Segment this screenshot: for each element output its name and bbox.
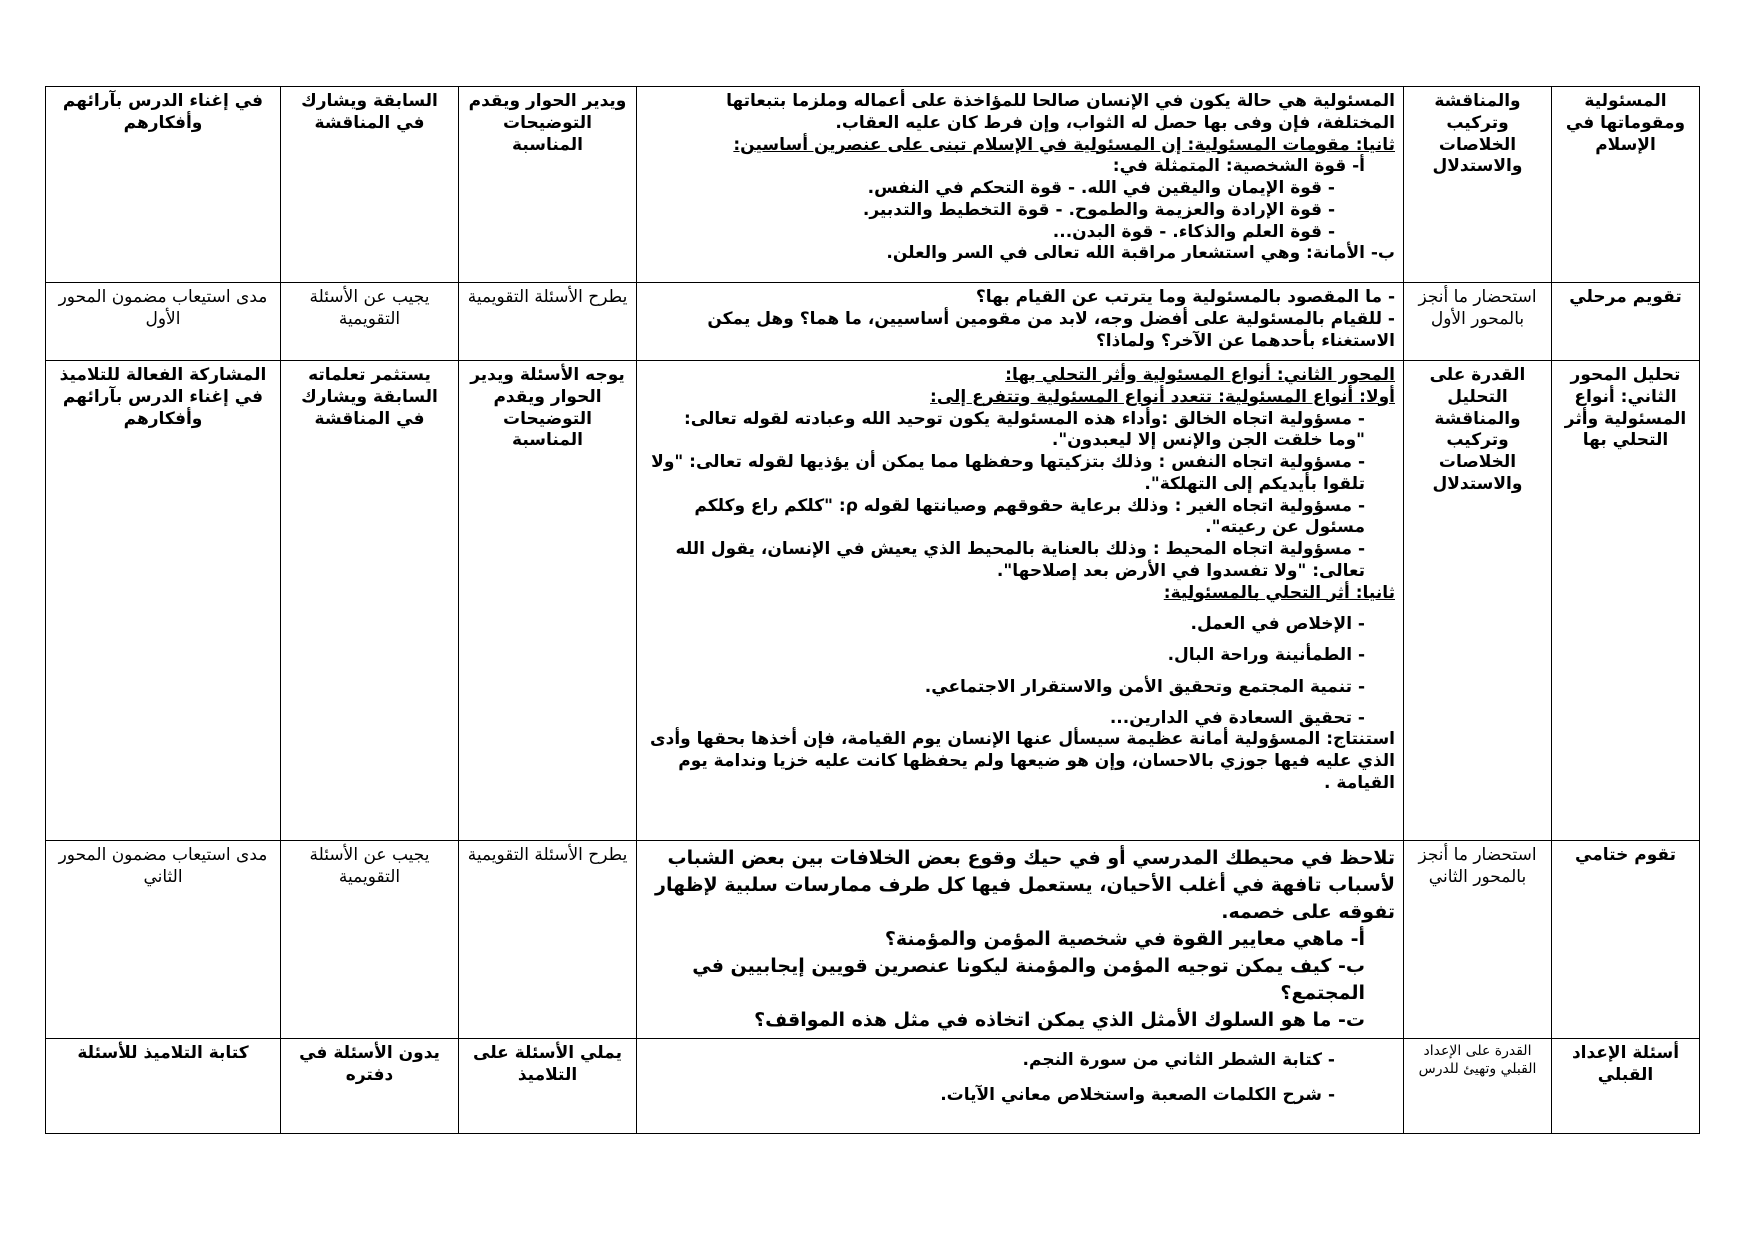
content-line: - الإخلاص في العمل. [1190,614,1365,635]
row-title: المسئولية ومقوماتها في الإسلام [1552,87,1700,283]
row-student: يجيب عن الأسئلة التقويمية [281,283,459,361]
content-line: أ- ماهي معايير القوة في شخصية المؤمن والمؤمنة؟ [884,927,1365,950]
content-line: - للقيام بالمسئولية على أفضل وجه، لابد من مقومين أساسيين، ما هما؟ وهل يمكن الاستغناء بأحدهما عن الآخر؟ ولماذا؟ [707,308,1395,351]
row-content [637,361,1404,841]
table-row [46,841,1700,1039]
lesson-plan-table [45,86,1700,1134]
row-student: السابقة ويشارك في المناقشة [281,87,459,283]
row-evaluation: مدى استيعاب مضمون المحور الأول [46,283,281,361]
content-line [645,365,1395,387]
row-teacher: يطرح الأسئلة التقويمية [459,841,637,1039]
content-line: - قوة العلم والذكاء. - قوة البدن... [1052,221,1335,242]
row-title: تقويم مرحلي [1552,283,1700,361]
content-line: - مسؤولية اتجاه الغير : وذلك برعاية حقوقهم وصيانتها لقوله ρ: "كلكم راع وكلكم مسئول عن رعيته". [694,495,1365,538]
row-evaluation: المشاركة الفعالة للتلاميذ في إغناء الدرس بآرائهم وأفكارهم [46,361,281,841]
content-line [645,387,1395,409]
content-line: المحور الثاني: أنواع المسئولية وأثر التحلي بها: [1005,365,1395,385]
row-title: تقوم ختامي [1552,841,1700,1039]
content-line: - مسؤولية اتجاه الخالق :وأداء هذه المسئولية يكون توحيد الله وعبادته لقوله تعالى: "وما خلقت الجن والإنس إلا ليعبدون". [684,408,1365,451]
row-evaluation: كتابة التلاميذ للأسئلة [46,1038,281,1133]
content-line: - الطمأنينة وراحة البال. [1167,645,1365,666]
row-teacher: يوجه الأسئلة ويدير الحوار ويقدم التوضيحات المناسبة [459,361,637,841]
row-evaluation: مدى استيعاب مضمون المحور الثاني [46,841,281,1039]
row-evaluation: في إغناء الدرس بآرائهم وأفكارهم [46,87,281,283]
content-line [645,135,1395,157]
row-title: تحليل المحور الثاني: أنواع المسئولية وأثر التحلي بها [1552,361,1700,841]
row-student: يدون الأسئلة في دفتره [281,1038,459,1133]
row-student: يستثمر تعلماته السابقة ويشارك في المناقشة [281,361,459,841]
content-line: - قوة الإيمان واليقين في الله. - قوة التحكم في النفس. [867,178,1335,198]
row-teacher: يملي الأسئلة على التلاميذ [459,1038,637,1133]
row-skill: والمناقشة وتركيب الخلاصات والاستدلال [1404,87,1552,283]
row-skill: استحضار ما أنجز بالمحور الثاني [1404,841,1552,1039]
content-line: - تحقيق السعادة في الدارين... [1109,707,1365,728]
table-row [46,1038,1700,1133]
content-line: أولا: أنواع المسئولية: تتعدد أنواع المسئولية وتتفرع إلى: [930,386,1395,407]
row-student: يجيب عن الأسئلة التقويمية [281,841,459,1039]
row-skill: استحضار ما أنجز بالمحور الأول [1404,283,1552,361]
content-line: - كتابة الشطر الثاني من سورة النجم. [1022,1049,1335,1070]
row-teacher: ويدير الحوار ويقدم التوضيحات المناسبة [459,87,637,283]
row-content [637,283,1404,361]
row-content [637,841,1404,1039]
content-line: ثانيا: مقومات المسئولية: إن المسئولية في الإسلام تبنى على عنصرين أساسين: [733,134,1395,155]
table-row [46,283,1700,361]
content-line: ب- الأمانة: وهي استشعار مراقبة الله تعالى في السر والعلن. [886,243,1395,264]
row-skill: القدرة على التحليل والمناقشة وتركيب الخلاصات والاستدلال [1404,361,1552,841]
table-row [46,361,1700,841]
content-line: ب- كيف يمكن توجيه المؤمن والمؤمنة ليكونا عنصرين قويين إيجابيين في المجتمع؟ [692,954,1365,1004]
content-line: - تنمية المجتمع وتحقيق الأمن والاستقرار الاجتماعي. [924,676,1365,697]
content-line: تلاحظ في محيطك المدرسي أو في حيك وقوع بعض الخلافات بين بعض الشباب لأسباب تافهة في أغلب الأحيان، يستعمل فيها كل طرف ممارسات سلبية لإظهار تفوقه على خصمه. [655,847,1395,923]
row-teacher: يطرح الأسئلة التقويمية [459,283,637,361]
content-line: ت- ما هو السلوك الأمثل الذي يمكن اتخاذه في مثل هذه المواقف؟ [754,1008,1365,1031]
row-content [637,87,1404,283]
content-line: المسئولية هي حالة يكون في الإنسان صالحا للمؤاخذة على أعماله وملزما بتبعاتها المختلفة، فإن وفى بها حصل له الثواب، وإن فرط كان عليه العقاب. [726,91,1395,133]
content-line: - شرح الكلمات الصعبة واستخلاص معاني الآيات. [940,1085,1335,1106]
row-title: أسئلة الإعداد القبلي [1552,1038,1700,1133]
content-line: أ- قوة الشخصية: المتمثلة في: [1112,156,1365,177]
row-skill: القدرة على الإعداد القبلي وتهيئ للدرس [1404,1038,1552,1133]
content-line: - ما المقصود بالمسئولية وما يترتب عن القيام بها؟ [975,287,1395,307]
content-line: ثانيا: أثر التحلي بالمسئولية: [1163,582,1395,603]
content-line: - مسؤولية اتجاه المحيط : وذلك بالعناية بالمحيط الذي يعيش في الإنسان، يقول الله تعالى: "ولا تفسدوا في الأرض بعد إصلاحها". [675,539,1365,581]
content-line [645,583,1395,605]
content-line: - مسؤولية اتجاه النفس : وذلك بتزكيتها وحفظها مما يمكن أن يؤذيها لقوله تعالى: "ولا تلقوا بأيديكم إلى التهلكة". [651,452,1365,494]
table-row [46,87,1700,283]
content-line: - قوة الإرادة والعزيمة والطموح. - قوة التخطيط والتدبير. [862,199,1335,220]
row-content [637,1038,1404,1133]
content-line: استنتاج: المسؤولية أمانة عظيمة سيسأل عنها الإنسان يوم القيامة، فإن أخذها بحقها وأدى الذي عليه فيها جوزي بالاحسان، وإن هو ضيعها ولم يحفظها كانت عليه خزيا وندامة يوم القيامة . [650,729,1395,793]
